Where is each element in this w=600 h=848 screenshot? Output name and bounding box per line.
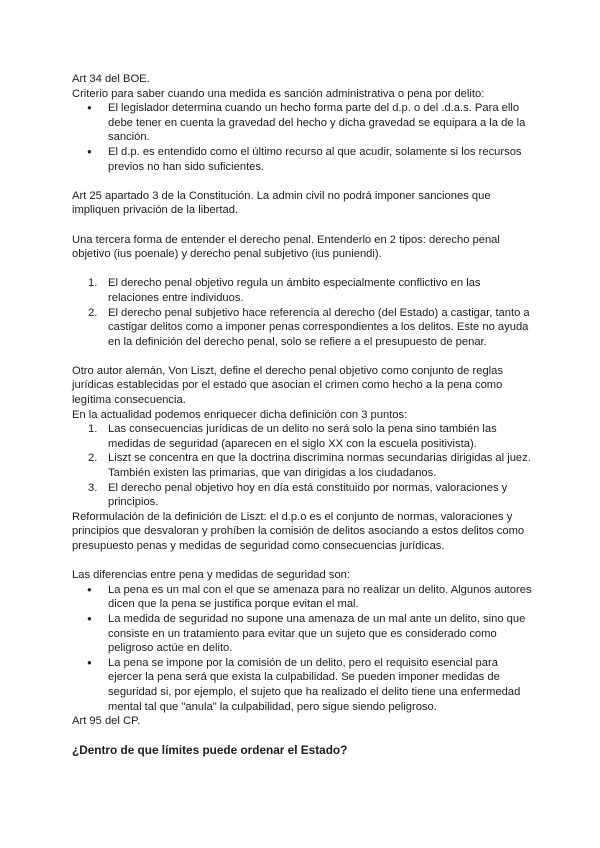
enriquecer-intro: En la actualidad podemos enriquecer dicha definición con 3 puntos: [72,408,408,421]
list-item-text: El derecho penal objetivo hoy en día está constituido por normas, valoraciones y principios. [108,481,508,509]
von-liszt-paragraph: Otro autor alemán, Von Liszt, define el derecho penal objetivo como conjunto de reglas jurídicas establecidas por el estado que asocian el crimen como hecho a la pena como legítima consecuencia. [72,364,503,407]
list-item: ● La medida de seguridad no supone una amenaza de un mal ante un delito, sino que consiste en un tratamiento para evitar que un sujeto que es considerado como peligroso actúe en delito. [72,612,532,656]
list-number: 3. [88,481,98,494]
art-34-line: Art 34 del BOE. [72,73,150,85]
spacer [72,174,532,189]
list-item: ● La pena se impone por la comisión de un delito, pero el requisito esencial para ejercer la pena será que exista la culpabilidad. Se pueden imponer medidas de seguridad si, por ejemplo, el sujeto que ha realizado el delito tiene una enfermedad mental tal que "anula" la culpabilidad, pero sigue siendo peligroso. [72,656,532,714]
list-number: 2. [88,306,98,319]
list-item: ● El d.p. es entendido como el último recurso al que acudir, solamente si los recursos previos no han sido suficientes. [72,145,532,174]
spacer [72,729,532,744]
list-item [72,451,532,480]
derecho-penal-types-list [72,276,532,349]
art-95-line: Art 95 del CP. [72,715,141,728]
section-heading: ¿Dentro de que límites puede ordenar el Estado? [72,743,348,758]
spacer [72,218,532,233]
list-item: ● El legislador determina cuando un hecho forma parte del d.p. o del .d.a.s. Para ello debe tener en cuenta la gravedad del hecho y dicha gravedad se equipara a la de la sanción. [72,101,532,145]
pena-vs-medidas-list [72,583,532,714]
spacer [72,349,532,364]
spacer [72,262,532,277]
spacer [72,554,532,569]
criterio-line: Criterio para saber cuando una medida es sanción administrativa o pena por delito: [72,87,485,100]
list-item-text: El derecho penal objetivo regula un ámbito especialmente conflictivo en las relaciones entre individuos. [108,277,481,304]
three-points-list [72,422,532,510]
list-item [72,481,532,510]
list-item-text: Las consecuencias jurídicas de un delito no será solo la pena sino también las medidas de seguridad (aparecen en el siglo XX con la escuela positivista). [108,423,497,450]
diferencias-intro: Las diferencias entre pena y medidas de seguridad son: [72,569,350,582]
list-item-text: Liszt se concentra en que la doctrina discrimina normas secundarias dirigidas al juez. También existen las primarias, que van dirigidas a los ciudadanos. [108,452,531,480]
sanction-criteria-list [72,101,532,174]
art-25-paragraph: Art 25 apartado 3 de la Constitución. La admin civil no podrá imponer sanciones que impliquen privación de la libertad. [72,189,491,217]
document-body [72,72,532,758]
tercera-forma-paragraph: Una tercera forma de entender el derecho penal. Entenderlo en 2 tipos: derecho penal objetivo (ius poenale) y derecho penal subjetivo (ius puniendi). [72,233,500,261]
list-item [72,276,532,305]
list-item [72,422,532,451]
list-item-text: El derecho penal subjetivo hace referencia al derecho (del Estado) a castigar, tanto a castigar delitos como a imponer penas correspondientes a los delitos. Este no ayuda en la definición del derecho penal, solo se refiere a el presupuesto de penar. [108,306,530,348]
list-number: 1. [88,423,98,436]
reformulacion-paragraph: Reformulación de la definición de Liszt: el d.p.o es el conjunto de normas, valoraciones y principios que desvaloran y prohíben la comisión de delitos asociando a estos delitos como presupuesto penas y medidas de seguridad como consecuencias jurídicas. [72,510,525,552]
list-number: 2. [88,452,98,465]
list-item [72,306,532,350]
list-number: 1. [88,277,98,290]
list-item: ● La pena es un mal con el que se amenaza para no realizar un delito. Algunos autores dicen que la pena se justifica porque evitan el mal. [72,583,532,612]
